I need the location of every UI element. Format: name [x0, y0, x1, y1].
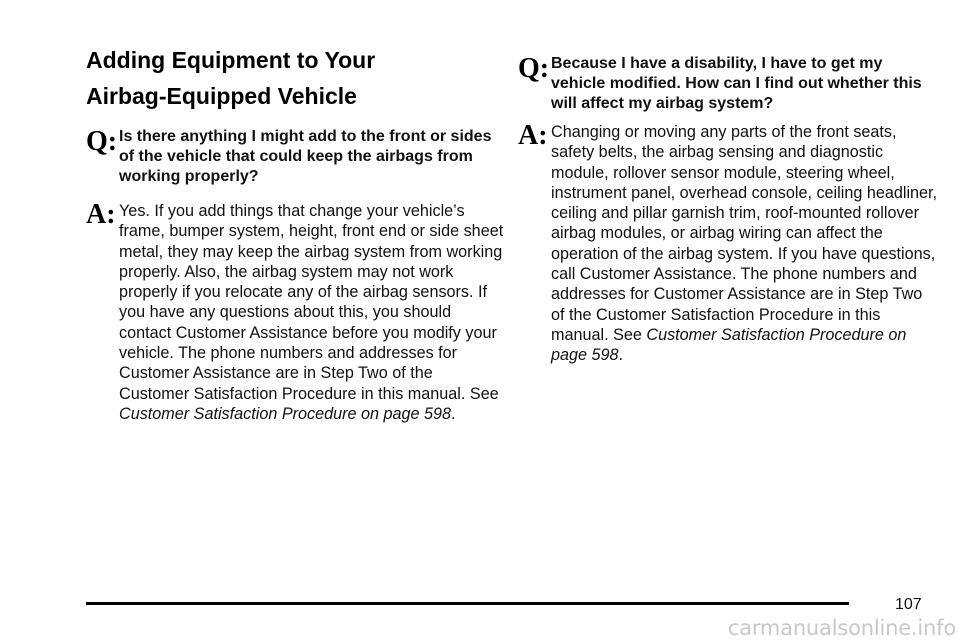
answer-body: Changing or moving any parts of the front seats, safety belts, the airbag sensing and diagnostic module, rollover sensor module, steering wheel, instrument panel, overhead console, ceiling headliner, ceiling and pillar garnish trim, roof-mounted rollover airbag modules, or airbag wiring can affect the operation of the airbag system. If you have questions, call Customer Assistance. The phone numbers and addresses for Customer Assistance are in Step Two of the Customer Satisfaction Procedure in this manual. See — [551, 123, 938, 344]
question-text: Is there anything I might add to the front or sides of the vehicle that could keep the airbags from working properly? — [119, 128, 492, 185]
answer-end: . — [618, 346, 624, 365]
answer-mark-label: A: — [86, 199, 116, 230]
answer-2 — [518, 122, 938, 366]
answer-body: Yes. If you add things that change your vehicle’s frame, bumper system, height, front end or side sheet metal, they may keep the airbag system from working properly. Also, the airbag system may not work properly if you relocate any of the airbag sensors. If you have any questions about this, you should contact Customer Assistance before you modify your vehicle. The phone numbers and addresses for Customer Assistance are in Step Two of the Customer Satisfaction Procedure in this manual. See — [119, 202, 504, 403]
answer-text — [518, 122, 938, 366]
question-mark-label: Q: — [518, 53, 550, 84]
section-title-line-2: Airbag-Equipped Vehicle — [86, 83, 357, 109]
page-number: 107 — [895, 596, 922, 613]
answer-reference: Customer Satisfaction Procedure on page 598 — [551, 325, 907, 365]
footer-rule — [86, 602, 849, 605]
answer-text — [86, 201, 506, 424]
question-2 — [518, 54, 938, 114]
question-1 — [86, 127, 506, 187]
answer-1 — [86, 201, 506, 424]
answer-mark-label: A: — [518, 120, 548, 151]
watermark: carmanualsonline.info — [727, 616, 956, 640]
answer-reference: Customer Satisfaction Procedure on page 598 — [119, 404, 452, 423]
section-title-line-1: Adding Equipment to Your — [86, 47, 376, 73]
section-title — [86, 42, 375, 114]
question-text: Because I have a disability, I have to get my vehicle modified. How can I find out whether this will affect my airbag system? — [551, 55, 922, 112]
answer-end: . — [451, 404, 456, 423]
question-mark-label: Q: — [86, 126, 118, 157]
